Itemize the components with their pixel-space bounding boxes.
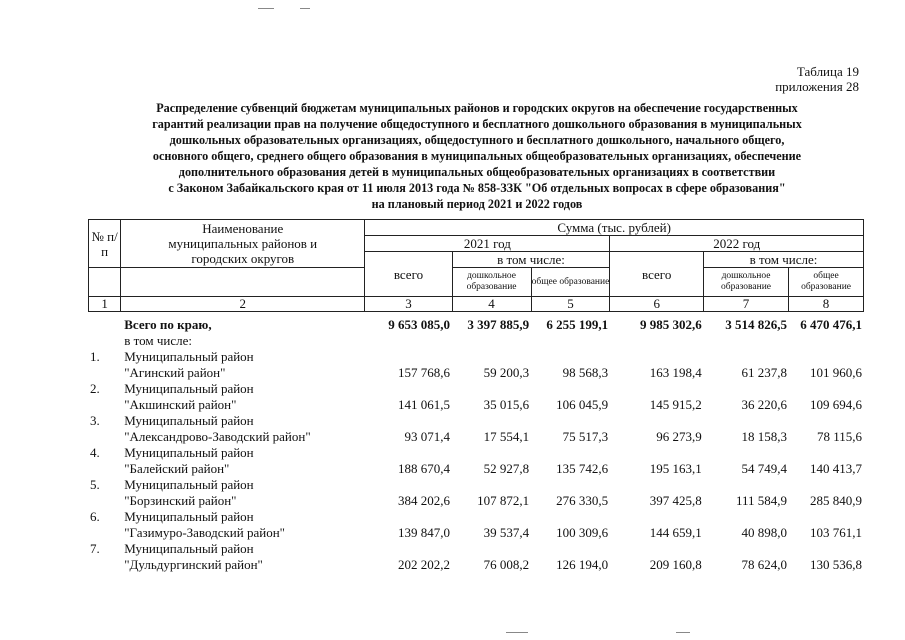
table-row-cont	[88, 557, 864, 573]
row-number: 6.	[90, 509, 100, 524]
column-number: 8	[789, 297, 864, 312]
row-name: в том числе:	[124, 333, 192, 348]
value-cell: 35 015,6	[483, 397, 530, 412]
table-row-cont	[88, 397, 864, 413]
value-cell: 18 158,3	[741, 429, 788, 444]
table-row	[88, 509, 864, 525]
title-line: дополнительного образования детей в муниципальных общеобразовательных организациях в соответствии	[178, 165, 776, 179]
row-name: Муниципальный район	[124, 445, 254, 460]
value-cell: 54 749,4	[741, 461, 788, 476]
value-cell: 188 670,4	[398, 461, 451, 476]
value-cell: 135 742,6	[556, 461, 609, 476]
column-number: 1	[89, 297, 121, 312]
scan-mark	[506, 632, 528, 633]
value-cell: 163 198,4	[649, 365, 702, 380]
row-name-cont: "Александрово-Заводский район"	[124, 429, 311, 444]
row-name-cont: "Борзинский район"	[124, 493, 237, 508]
row-name: Всего по краю,	[124, 317, 212, 332]
value-cell: 96 273,9	[656, 429, 702, 444]
value-cell: 78 624,0	[741, 557, 788, 572]
table-row	[88, 381, 864, 397]
header-total-2022: всего	[610, 252, 703, 297]
value-cell: 6 470 476,1	[800, 317, 862, 332]
value-cell: 6 255 199,1	[546, 317, 609, 332]
scan-mark	[300, 8, 310, 9]
column-number: 2	[121, 297, 365, 312]
value-cell: 3 397 885,9	[467, 317, 530, 332]
value-cell: 109 694,6	[810, 397, 862, 412]
column-number: 5	[531, 297, 610, 312]
value-cell: 9 985 302,6	[640, 317, 702, 332]
title-line: Распределение субвенций бюджетам муниципальных районов и городских округов на обеспечение государственных	[156, 101, 798, 115]
value-cell: 3 514 826,5	[725, 317, 788, 332]
value-cell	[531, 333, 610, 349]
table-row-cont	[88, 525, 864, 541]
value-cell: 202 202,2	[398, 557, 451, 572]
value-cell: 100 309,6	[556, 525, 609, 540]
value-cell: 101 960,6	[810, 365, 862, 380]
appendix-number: приложения 28	[775, 79, 859, 94]
header-sum: Сумма (тыс. рублей)	[365, 220, 864, 236]
row-number: 4.	[90, 445, 100, 460]
row-name: Муниципальный район	[124, 349, 254, 364]
value-cell: 139 847,0	[398, 525, 451, 540]
row-name-cont: "Балейский район"	[124, 461, 230, 476]
column-number: 4	[452, 297, 531, 312]
row-name: Муниципальный район	[124, 413, 254, 428]
table-row	[88, 477, 864, 493]
title-line: дошкольных образовательных организациях, общедоступного и бесплатного дошкольного, начального общего,	[169, 133, 785, 147]
header-total-2021: всего	[365, 252, 452, 297]
header-year-2022: 2022 год	[610, 236, 864, 252]
table-reference	[775, 64, 859, 94]
value-cell: 78 115,6	[816, 429, 862, 444]
table-header	[88, 219, 864, 312]
header-year-2021: 2021 год	[365, 236, 610, 252]
row-name-cont: "Акшинский район"	[124, 397, 237, 412]
scan-mark	[676, 632, 690, 633]
value-cell: 36 220,6	[741, 397, 788, 412]
value-cell: 52 927,8	[483, 461, 530, 476]
title-line: основного общего, среднего общего образования в муниципальных общеобразовательных организациях, обеспечение	[152, 149, 802, 163]
table-row	[88, 413, 864, 429]
value-cell: 397 425,8	[649, 493, 702, 508]
value-cell: 145 915,2	[649, 397, 702, 412]
data-table	[88, 317, 864, 573]
value-cell: 195 163,1	[649, 461, 702, 476]
header-name: Наименование муниципальных районов и городских округов	[121, 220, 365, 268]
table-row	[88, 541, 864, 557]
value-cell: 106 045,9	[556, 397, 609, 412]
table-row-cont	[88, 429, 864, 445]
row-name: Муниципальный район	[124, 381, 254, 396]
value-cell: 98 568,3	[562, 365, 609, 380]
row-number	[88, 333, 120, 349]
row-name-cont: "Газимуро-Заводский район"	[124, 525, 285, 540]
value-cell: 39 537,4	[483, 525, 530, 540]
value-cell: 141 061,5	[398, 397, 451, 412]
row-name-cont: "Агинский район"	[124, 365, 226, 380]
row-name-cont: "Дульдургинский район"	[124, 557, 263, 572]
title-line: с Законом Забайкальского края от 11 июля 2013 года № 858-ЗЗК "Об отдельных вопросах в сфере образования"	[168, 181, 786, 195]
table-row	[88, 349, 864, 365]
row-number: 1.	[90, 349, 100, 364]
value-cell: 75 517,3	[562, 429, 609, 444]
title-line: на плановый период 2021 и 2022 годов	[371, 197, 583, 211]
value-cell: 61 237,8	[741, 365, 788, 380]
value-cell: 126 194,0	[556, 557, 609, 572]
row-name: Муниципальный район	[124, 509, 254, 524]
value-cell: 285 840,9	[810, 493, 862, 508]
value-cell: 209 160,8	[649, 557, 702, 572]
header-including-2022: в том числе:	[703, 252, 863, 268]
value-cell: 17 554,1	[483, 429, 530, 444]
row-number: 5.	[90, 477, 100, 492]
header-general-2021: общее образование	[531, 268, 610, 297]
table-row	[88, 445, 864, 461]
value-cell	[452, 333, 531, 349]
value-cell: 107 872,1	[477, 493, 530, 508]
column-number: 6	[610, 297, 703, 312]
value-cell: 93 071,4	[404, 429, 451, 444]
header-num: № п/п	[89, 220, 121, 268]
total-row	[88, 317, 864, 333]
column-numbers-row	[89, 297, 864, 312]
value-cell: 144 659,1	[649, 525, 702, 540]
row-number: 3.	[90, 413, 100, 428]
value-cell: 384 202,6	[398, 493, 451, 508]
header-general-2022: общее образование	[789, 268, 864, 297]
row-number: 2.	[90, 381, 100, 396]
value-cell	[610, 333, 704, 349]
table-row-cont	[88, 365, 864, 381]
value-cell: 111 584,9	[736, 493, 788, 508]
scan-mark	[258, 8, 274, 9]
column-number: 7	[703, 297, 788, 312]
value-cell: 59 200,3	[483, 365, 530, 380]
value-cell	[789, 333, 864, 349]
value-cell: 130 536,8	[810, 557, 862, 572]
value-cell: 103 761,1	[810, 525, 862, 540]
table-row	[88, 333, 864, 349]
document-title	[92, 100, 862, 212]
table-number: Таблица 19	[796, 64, 859, 79]
title-line: гарантий реализации прав на получение общедоступного и бесплатного дошкольного образования в муниципальных	[152, 117, 802, 131]
value-cell: 140 413,7	[810, 461, 862, 476]
table-row-cont	[88, 493, 864, 509]
row-name: Муниципальный район	[124, 541, 254, 556]
row-number	[88, 317, 120, 333]
value-cell: 157 768,6	[398, 365, 451, 380]
value-cell	[704, 333, 789, 349]
value-cell: 9 653 085,0	[388, 317, 451, 332]
header-including-2021: в том числе:	[452, 252, 610, 268]
header-preschool-2021: дошкольное образование	[452, 268, 531, 297]
header-preschool-2022: дошкольное образование	[703, 268, 788, 297]
row-name: Муниципальный район	[124, 477, 254, 492]
value-cell	[365, 333, 452, 349]
table-row-cont	[88, 461, 864, 477]
value-cell: 276 330,5	[556, 493, 609, 508]
row-number: 7.	[90, 541, 100, 556]
column-number: 3	[365, 297, 452, 312]
value-cell: 40 898,0	[741, 525, 788, 540]
value-cell: 76 008,2	[483, 557, 530, 572]
